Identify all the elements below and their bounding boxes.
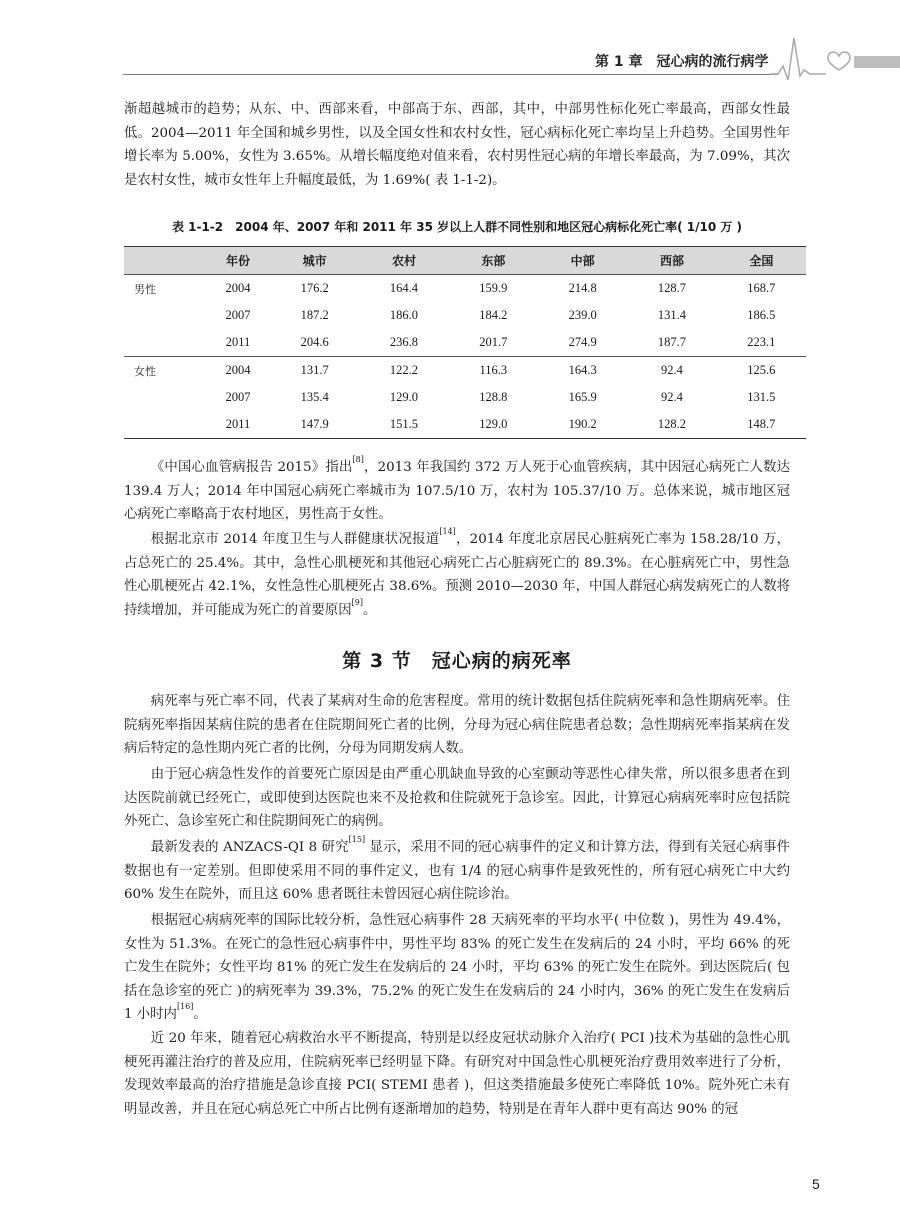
header-rule (123, 74, 778, 75)
table-header-row (124, 247, 806, 275)
table-cell: 187.2 (300, 308, 329, 322)
citation: [14] (439, 527, 456, 536)
table-header-cell: 西部 (627, 247, 716, 275)
paragraph-anzacs: 最新发表的 ANZACS-QI 8 研究[15] 显示，采用不同的冠心病事件的定义和计算方法，得到有关冠心病事件数据也有一定差别。但即使采用不同的事件定义，也有 1/4 的冠心病事件是致死性的，所有冠心病死亡中大约 60% 发生在院外，而且这 60% 患者既往未曾因冠心病住院诊治。 (124, 835, 790, 902)
table-caption: 表 1-1-2 2004 年、2007 年和 2011 年 35 岁以上人群不同性别和地区冠心病标化死亡率( 1/10 万 ) (171, 220, 743, 234)
table-cell: 168.7 (747, 281, 776, 295)
table-cell: 131.4 (657, 308, 687, 322)
paragraph-beijing-report: 根据北京市 2014 年度卫生与人群健康状况报道[14]，2014 年度北京居民心脏病死亡率为 158.28/10 万，占总死亡的 25.4%。其中，急性心肌梗死和其他冠心病死亡占心脏病死亡的 89.3%。在心脏病死亡中，男性急性心肌梗死占 42.1%，女性急性心肌梗死占 38.6%。预测 2010—2030 年，中国人群冠心病发病死亡的人数将持续增加，并可能成为死亡的首要原因[9]。 (124, 527, 790, 618)
table-cell: 131.5 (747, 390, 776, 404)
table-cell: 186.0 (389, 308, 419, 322)
table-cell: 135.4 (300, 390, 329, 404)
table-cell: 128.7 (657, 281, 687, 295)
table-cell: 184.2 (479, 308, 508, 322)
table-cell: 214.8 (568, 281, 597, 295)
table-cell: 2004 (206, 357, 270, 385)
paragraph-report-2015: 《中国心血管病报告 2015》指出[8]，2013 年我国约 372 万人死于心血管疾病，其中因冠心病死亡人数达 139.4 万人；2014 年中国冠心病死亡率城市为 107.5/10 万，农村为 105.37/10 万。总体来说，城市地区冠心病死亡率略高于农村地区，男性高于女性。 (124, 455, 790, 522)
table-header-cell: 农村 (359, 247, 448, 275)
table-cell: 129.0 (389, 390, 419, 404)
table-cell: 148.7 (717, 411, 806, 439)
table-row (124, 302, 806, 329)
chapter-title: 第 1 章 冠心病的流行病学 (595, 54, 769, 70)
table-cell: 147.9 (270, 411, 359, 439)
table-cell: 151.5 (359, 411, 448, 439)
paragraph-20-years: 近 20 年来，随着冠心病救治水平不断提高，特别是以经皮冠状动脉介入治疗( PCI )技术为基础的急性心肌梗死再灌注治疗的普及应用，住院病死率已经明显下降。有研究对中国急性心肌梗死治疗费用效率进行了分析，发现效率最高的治疗措施是急诊直接 PCI( STEMI 患者 )，但这类措施最多使死亡率降低 10%。院外死亡未有明显改善，并且在冠心病总死亡中所占比例有逐渐增加的趋势，特别是在青年人群中更有高达 90% 的冠 (124, 1031, 790, 1117)
page-number: 5 (812, 1176, 820, 1192)
table-cell: 165.9 (568, 390, 597, 404)
citation: [9] (351, 597, 363, 607)
table-cell: 128.2 (627, 411, 716, 439)
table-cell: 187.7 (657, 335, 687, 349)
paragraph-definition: 病死率与死亡率不同，代表了某病对生命的危害程度。常用的统计数据包括住院病死率和急性期病死率。住院病死率指因某病住院的患者在住院期间死亡者的比例，分母为冠心病住院患者总数；急性期病死率指某病在发病后特定的急性期内死亡者的比例，分母为同期发病人数。 (124, 694, 790, 756)
table-cell: 236.8 (389, 335, 419, 349)
table-cell: 223.1 (747, 335, 776, 349)
table-cell: 239.0 (568, 308, 597, 322)
table-row (124, 384, 806, 411)
table-cell: 92.4 (661, 390, 683, 404)
paragraph-causes: 由于冠心病急性发作的首要死亡原因是由严重心肌缺血导致的心室颤动等恶性心律失常，所以很多患者在到达医院前就已经死亡，或即使到达医院也来不及抢救和住院就死于急诊室。因此，计算冠心病病死率时应包括院外死亡、急诊室死亡和住院期间死亡的病例。 (124, 767, 790, 829)
group-label-male: 男性 (134, 282, 156, 296)
table-cell: 128.8 (479, 390, 508, 404)
table-cell: 131.7 (270, 357, 359, 385)
table-cell: 164.4 (389, 281, 419, 295)
group-label-female: 女性 (124, 357, 206, 385)
table-cell: 201.7 (479, 335, 508, 349)
table-header-cell: 东部 (449, 247, 538, 275)
table-cell: 129.0 (449, 411, 538, 439)
citation: [8] (352, 455, 364, 464)
table-cell: 122.2 (359, 357, 448, 385)
table-row (124, 357, 806, 385)
table-cell: 204.6 (300, 335, 329, 349)
ecg-heart-icon (770, 36, 900, 80)
table-cell: 2011 (225, 335, 251, 349)
table-cell: 125.6 (717, 357, 806, 385)
table-header-cell (124, 247, 206, 275)
table-header-cell: 城市 (270, 247, 359, 275)
table-cell: 164.3 (538, 357, 627, 385)
citation: [15] (348, 835, 366, 844)
section-heading: 第 3 节 冠心病的病死率 (342, 650, 572, 672)
table-header-cell: 中部 (538, 247, 627, 275)
table-cell: 176.2 (300, 281, 329, 295)
table-cell: 2007 (225, 308, 251, 322)
table-cell: 92.4 (627, 357, 716, 385)
table-cell: 2011 (206, 411, 270, 439)
table-cell: 116.3 (449, 357, 538, 385)
citation: [16] (176, 1002, 194, 1011)
paragraph-trend: 渐超越城市的趋势；从东、中、西部来看，中部高于东、西部，其中，中部男性标化死亡率最高，西部女性最低。2004—2011 年全国和城乡男性，以及全国女性和农村女性，冠心病标化死亡率均呈上升趋势。全国男性年增长率为 5.00%，女性为 3.65%。从增长幅度绝对值来看，农村男性冠心病的年增长率最高，为 7.09%，其次是农村女性，城市女性年上升幅度最低，为 1.69%( 表 1-1-2)。 (124, 102, 790, 188)
table-cell: 274.9 (568, 335, 597, 349)
table-cell: 190.2 (538, 411, 627, 439)
mortality-table (124, 246, 806, 439)
table-header-cell: 年份 (206, 247, 270, 275)
paragraph-international: 根据冠心病病死率的国际比较分析，急性冠心病事件 28 天病死率的平均水平( 中位数 )，男性为 49.4%，女性为 51.3%。在死亡的急性冠心病事件中，男性平均 83% 的死亡发生在发病后的 24 小时，平均 66% 的死亡发生在院外；女性平均 81% 的死亡发生在发病后的 24 小时，平均 63% 的死亡发生在院外。到达医院后( 包括在急诊室的死亡 )的病死率为 39.3%，75.2% 的死亡发生在发病后的 24 小时内，36% 的死亡发生在发病后 1 小时内[16]。 (124, 913, 790, 1022)
table-cell: 2004 (225, 281, 251, 295)
table-row (124, 275, 806, 303)
table-cell: 2007 (225, 390, 251, 404)
table-row (124, 411, 806, 439)
table-cell: 159.9 (479, 281, 508, 295)
table-cell: 186.5 (747, 308, 776, 322)
table-row (124, 329, 806, 357)
table-header-cell: 全国 (717, 247, 806, 275)
